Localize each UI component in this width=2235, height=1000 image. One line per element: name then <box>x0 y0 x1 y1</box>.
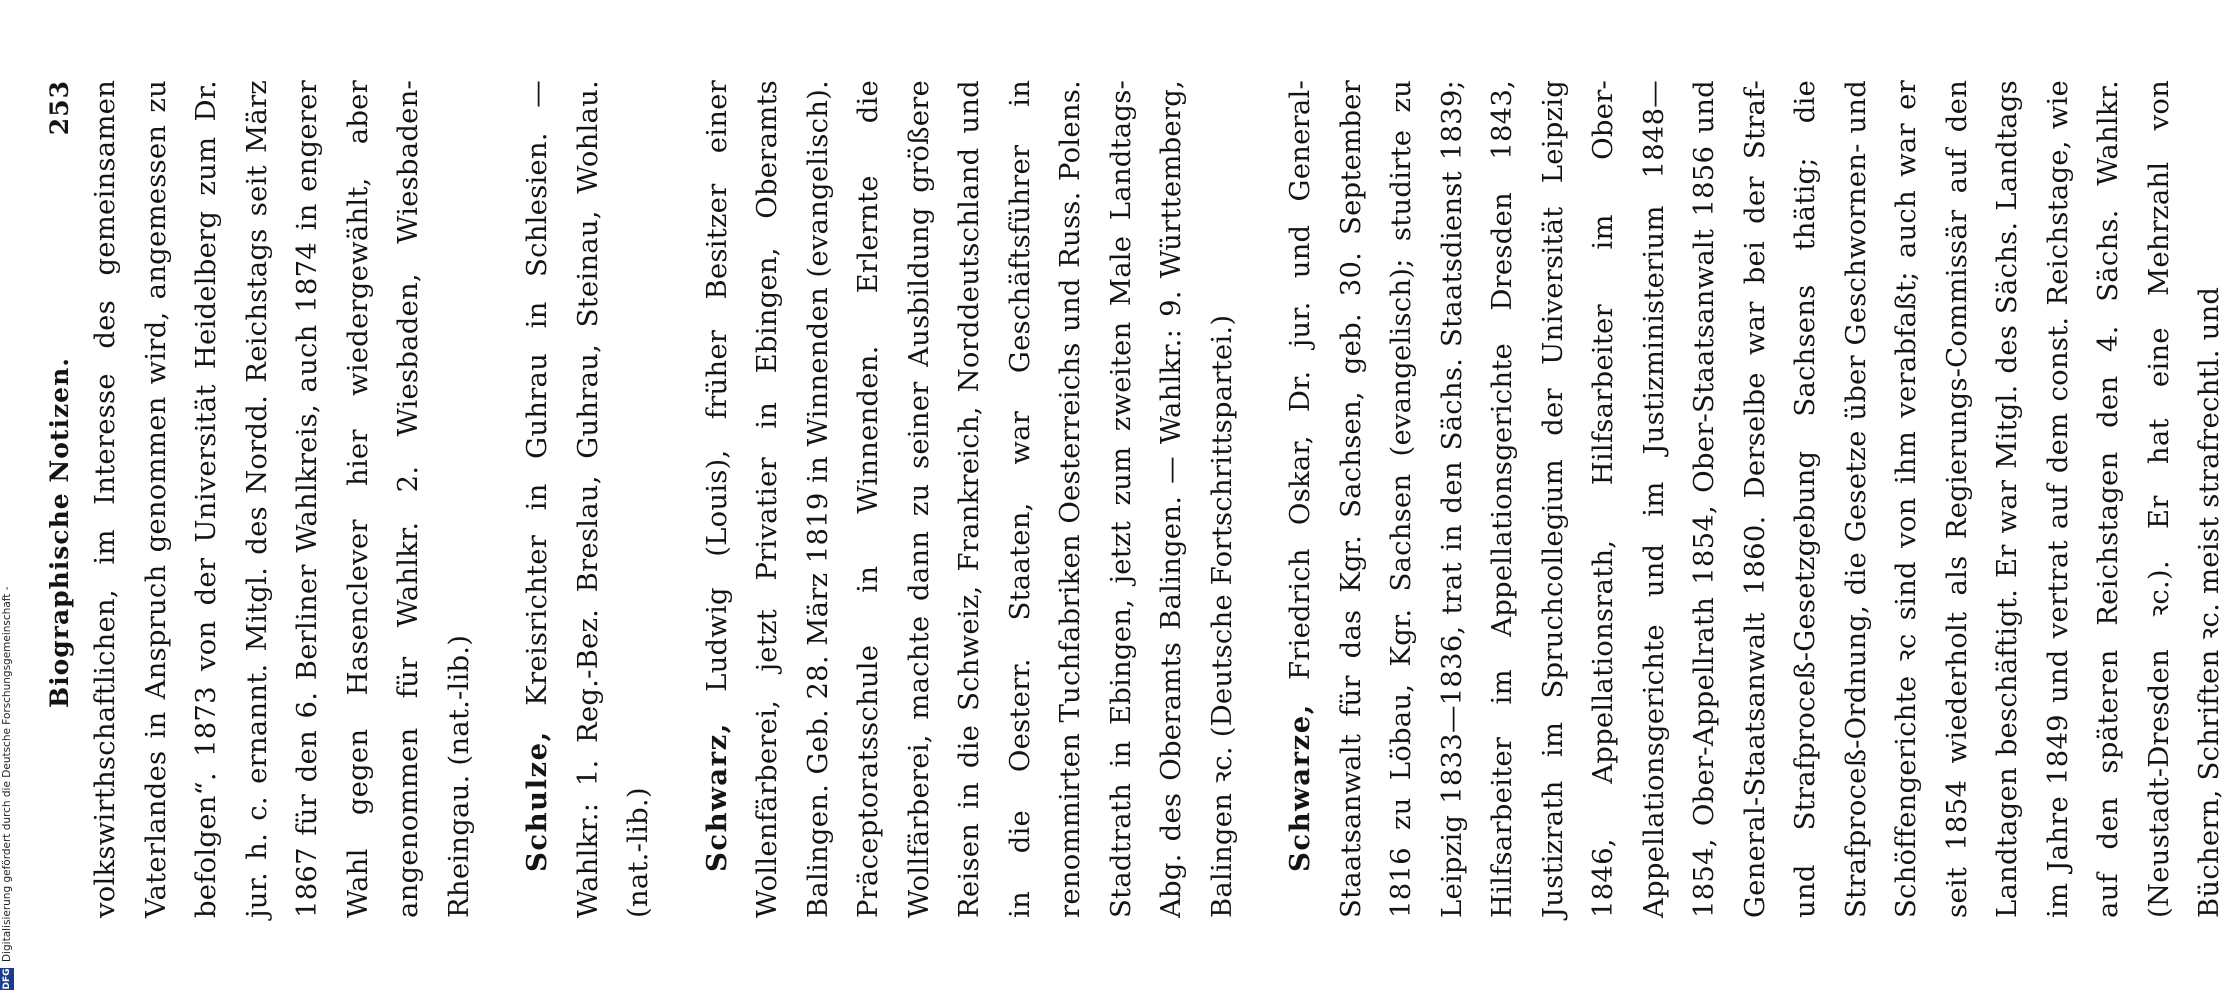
entry-text: Kreisrichter in Guhrau in Schlesien. — Wahlkr.: 1. Reg.-Bez. Breslau, Guhrau, Steinau, Wohlau. (nat.-lib.) <box>521 80 654 918</box>
page-number: 253 <box>45 80 74 136</box>
digitization-credit <box>0 0 14 990</box>
dfg-logo: DFG <box>2 968 12 990</box>
running-header <box>40 80 80 918</box>
credit-text: Digitalisierung gefördert durch die Deutsche Forschungsgemeinschaft - <box>1 586 13 962</box>
entry-schwarz <box>692 80 1248 918</box>
entry-name: Schulze, <box>521 730 553 872</box>
entry-schulze <box>512 80 664 918</box>
entry-text: Ludwig (Louis), früher Besitzer einer Wollenfärberei, jetzt Privatier in Ebingen, Oberamts Balingen. Geb. 28. März 1819 in Winnenden (evangelisch). Präceptoratsschule in Winnenden. Erlernte die Wollfärberei, machte dann zu seiner Ausbildung größere Reisen in die Schweiz, Frankreich, Norddeutschland und in die Oesterr. Staaten, war Geschäftsführer in renommirten Tuchfabriken Oesterreichs und Russ. Polens. Stadtrath in Ebingen, jetzt zum zweiten Male Landtags-Abg. des Oberamts Balingen. — Wahlkr.: 9. Württemberg, Balingen ꝛc. (Deutsche Fortschrittspartei.) <box>700 80 1238 918</box>
entry-name: Schwarz, <box>700 722 733 872</box>
entry-name: Schwarze, <box>1284 703 1316 872</box>
entry-text: Friedrich Oskar, Dr. jur. und General-Staatsanwalt für das Kgr. Sachsen, geb. 30. September 1816 zu Löbau, Kgr. Sachsen (evangelisch); studirte zu Leipzig 1833—1836, trat in den Sächs. Staatsdienst 1839; Hilfsarbeiter im Appellationsgerichte Dresden 1843, Justizrath im Spruchcollegium der Universität Leipzig 1846, Appellationsrath, Hilfsarbeiter im Ober-Appellationsgerichte und im Justizministerium 1848—1854, Ober-Appellrath 1854, Ober-Staatsanwalt 1856 und General-Staatsanwalt 1860. Derselbe war bei der Straf- und Strafproceß-Gesetzgebung Sachsens thätig; die Strafproceß-Ordnung, die Gesetze über Geschwornen- und Schöffengerichte ꝛc sind von ihm verabfaßt; auch war er seit 1854 wiederholt als Regierungs-Commissär auf den Landtagen beschäftigt. Er war Mitgl. des Sächs. Landtags im Jahre 1849 und vertrat auf dem const. Reichstage, wie auf den späteren Reichstagen den 4. Sächs. Wahlkr. (Neustadt-Dresden ꝛc.). Er hat eine Mehrzahl von Büchern, Schriften ꝛc. meist strafrechtl. und <box>1284 80 2225 918</box>
continuation-paragraph: volkswirthschaftlichen, im Interesse des gemeinsamen Vaterlandes in Anspruch genommen wird, angemessen zu befolgen“. 1873 von der Universität Heidelberg zum Dr. jur. h. c. ernannt. Mitgl. des Nordd. Reichstags seit März 1867 für den 6. Berliner Wahlkreis, auch 1874 in engerer Wahl gegen Hasenclever hier wiedergewählt, aber angenommen für Wahlkr. 2. Wiesbaden, Wiesbaden-Rheingau. (nat.-lib.) <box>89 80 475 918</box>
entry-schwarze <box>1275 80 2235 918</box>
running-header-title: Biographische Notizen. <box>45 357 74 708</box>
body-text <box>80 80 2235 918</box>
